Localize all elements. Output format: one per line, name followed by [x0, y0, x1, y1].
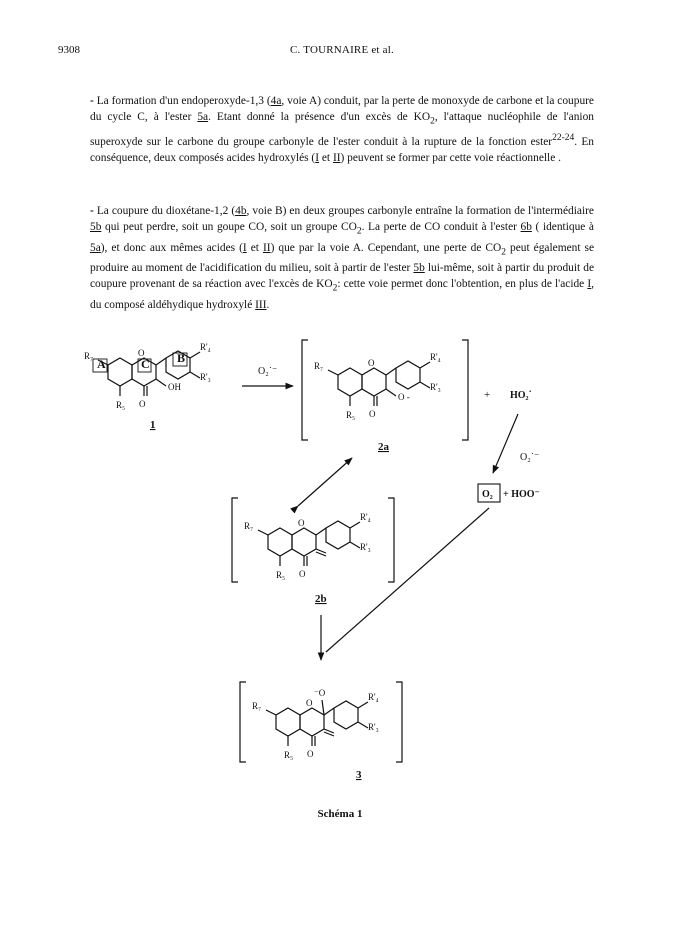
compound-1-number: 1	[150, 419, 156, 431]
r4p-label: R'₄	[368, 692, 379, 702]
subscript: 2	[501, 246, 507, 257]
text-run: ) que par la voie A. Cependant, une perte de CO	[270, 241, 502, 254]
bracket-left-2b	[232, 498, 238, 582]
r7-label: R₇	[244, 521, 254, 531]
text-run: .	[266, 298, 270, 311]
text-run: La formation d'un endoperoxyde-1,3 (	[96, 95, 271, 107]
paragraph-voie-a	[90, 93, 594, 166]
compound-3-structure	[266, 700, 368, 746]
text-run: . Etant donné la présence d'un excès de KO	[208, 111, 431, 124]
r3p-label: R'₃	[368, 722, 379, 732]
compound-ref: 5a	[197, 111, 209, 124]
bullet-dash: -	[90, 95, 94, 107]
text-run: lui-même, soit à partir du produit de coupure provenant de sa réaction avec l'excès de KO	[90, 262, 595, 291]
text-run: et	[246, 241, 263, 254]
text-run: , voie B) en deux groupes carbonyle entraîne la formation de l'intermédiaire	[246, 205, 594, 217]
bracket-left-2a	[302, 340, 308, 440]
carbonyl-o-label: O	[369, 409, 376, 419]
page-number: 9308	[58, 44, 80, 56]
r7-label: R₇	[252, 701, 262, 711]
ring-oxygen-label: O	[298, 518, 305, 528]
compound-ref: II	[262, 241, 271, 254]
compound-ref: 4b	[235, 205, 247, 217]
carbonyl-o-label: O	[299, 569, 306, 579]
ring-oxygen-label: O	[306, 698, 313, 708]
scheme-caption: Schéma 1	[317, 808, 363, 820]
text-run: , voie A) conduit, par la perte de monoxyde de carbone et la coupure du cycle C, à l'ester	[90, 95, 594, 124]
plus-sign: +	[484, 389, 491, 401]
ring-oxygen-label: O	[138, 348, 145, 358]
text-run: La coupure du dioxétane-1,2 (	[96, 205, 236, 217]
r3p-label: R'₃	[430, 382, 441, 392]
r3p-label: R'₃	[200, 372, 211, 382]
compound-2a-structure	[328, 361, 430, 406]
hoo-anion-label: + HOO⁻	[503, 489, 540, 500]
text-run: qui peut perdre, soit un goupe CO, soit un groupe CO	[101, 221, 357, 234]
carbonyl-o-label: O	[139, 399, 146, 409]
o2-radical-reagent: O₂˙⁻	[520, 452, 540, 463]
compound-ref: I	[242, 241, 247, 254]
text-run: ) peuvent se former par cette voie réactionnelle .	[340, 151, 561, 164]
compound-3-number: 3	[356, 769, 362, 781]
bullet-dash: -	[90, 205, 94, 217]
text-run: ( identique à	[531, 221, 594, 234]
r5-label: R₅	[116, 400, 126, 410]
compound-ref: 4a	[270, 95, 282, 107]
ring-oxygen-label: O	[368, 358, 375, 368]
subscript: 2	[430, 116, 435, 127]
compound-ref: 5a	[90, 241, 101, 254]
r4p-label: R'₄	[360, 512, 371, 522]
paragraph-voie-b	[90, 203, 594, 313]
r4p-label: R'₄	[430, 352, 441, 362]
carbonyl-o-label: O	[307, 749, 314, 759]
compound-ref: 5b	[90, 221, 102, 234]
bracket-right-2a	[462, 340, 468, 440]
ring-c-label: C	[141, 357, 150, 371]
compound-ref: 5b	[413, 262, 425, 275]
bracket-right-2b	[388, 498, 394, 582]
peroxide-anion-label: ⁻O	[314, 688, 326, 698]
ring-a-label: A	[97, 357, 106, 371]
oh-label: OH	[168, 382, 181, 392]
compound-ref: I	[587, 278, 592, 291]
compound-2b-number: 2b	[315, 593, 327, 605]
ho2-radical: HO₂˙	[510, 390, 532, 401]
compound-ref: III	[255, 298, 267, 311]
r5-label: R₅	[284, 750, 294, 760]
r5-label: R₅	[276, 570, 286, 580]
subscript: 2	[356, 226, 362, 237]
text-run: : cette voie permet donc l'obtention, en plus de l'acide	[337, 278, 588, 291]
o2-boxed-label: O₂	[482, 489, 493, 500]
o2-radical-reagent: O₂˙⁻	[258, 366, 278, 377]
text-run: ), et donc aux mêmes acides (	[100, 241, 243, 254]
r4p-label: R'₄	[200, 342, 211, 352]
text-run: et	[319, 151, 333, 164]
r5-label: R₅	[346, 410, 356, 420]
r3p-label: R'₃	[360, 542, 371, 552]
text-run: peut également se produire au moment de l'acidification du milieu, soit à partir de l'ester	[90, 241, 594, 275]
bracket-left-3	[240, 682, 246, 762]
resonance-arrow-2a-2b	[298, 458, 352, 506]
compound-2a-number: 2a	[378, 441, 389, 453]
compound-ref: II	[332, 151, 341, 164]
text-run: , du composé aldéhydique hydroxylé	[90, 278, 595, 311]
compound-ref: I	[315, 151, 320, 164]
r7-label: R₇	[314, 361, 324, 371]
text-run: , l'attaque nucléophile de l'anion superoxyde sur le carbone du groupe carbonyle de l'ester conduit à la rupture de la fonction ester	[90, 111, 594, 148]
citation-superscript: 22-24	[552, 132, 575, 143]
r7-label: R₇	[84, 351, 94, 361]
bracket-right-3	[396, 682, 402, 762]
arrow-ho2-to-o2	[493, 414, 518, 473]
reaction-scheme	[0, 330, 680, 810]
ring-b-label: B	[177, 351, 186, 365]
subscript: 2	[332, 283, 338, 294]
compound-ref: 6b	[520, 221, 532, 234]
text-run: . En conséquence, deux composés acides hydroxylés (	[90, 135, 594, 164]
scheme-drawing	[0, 330, 680, 810]
running-header-authors: C. TOURNAIRE et al.	[290, 44, 394, 56]
o-minus-label: O -	[398, 392, 410, 402]
compound-2b-structure	[258, 521, 360, 566]
text-run: . La perte de CO conduit à l'ester	[361, 221, 521, 234]
